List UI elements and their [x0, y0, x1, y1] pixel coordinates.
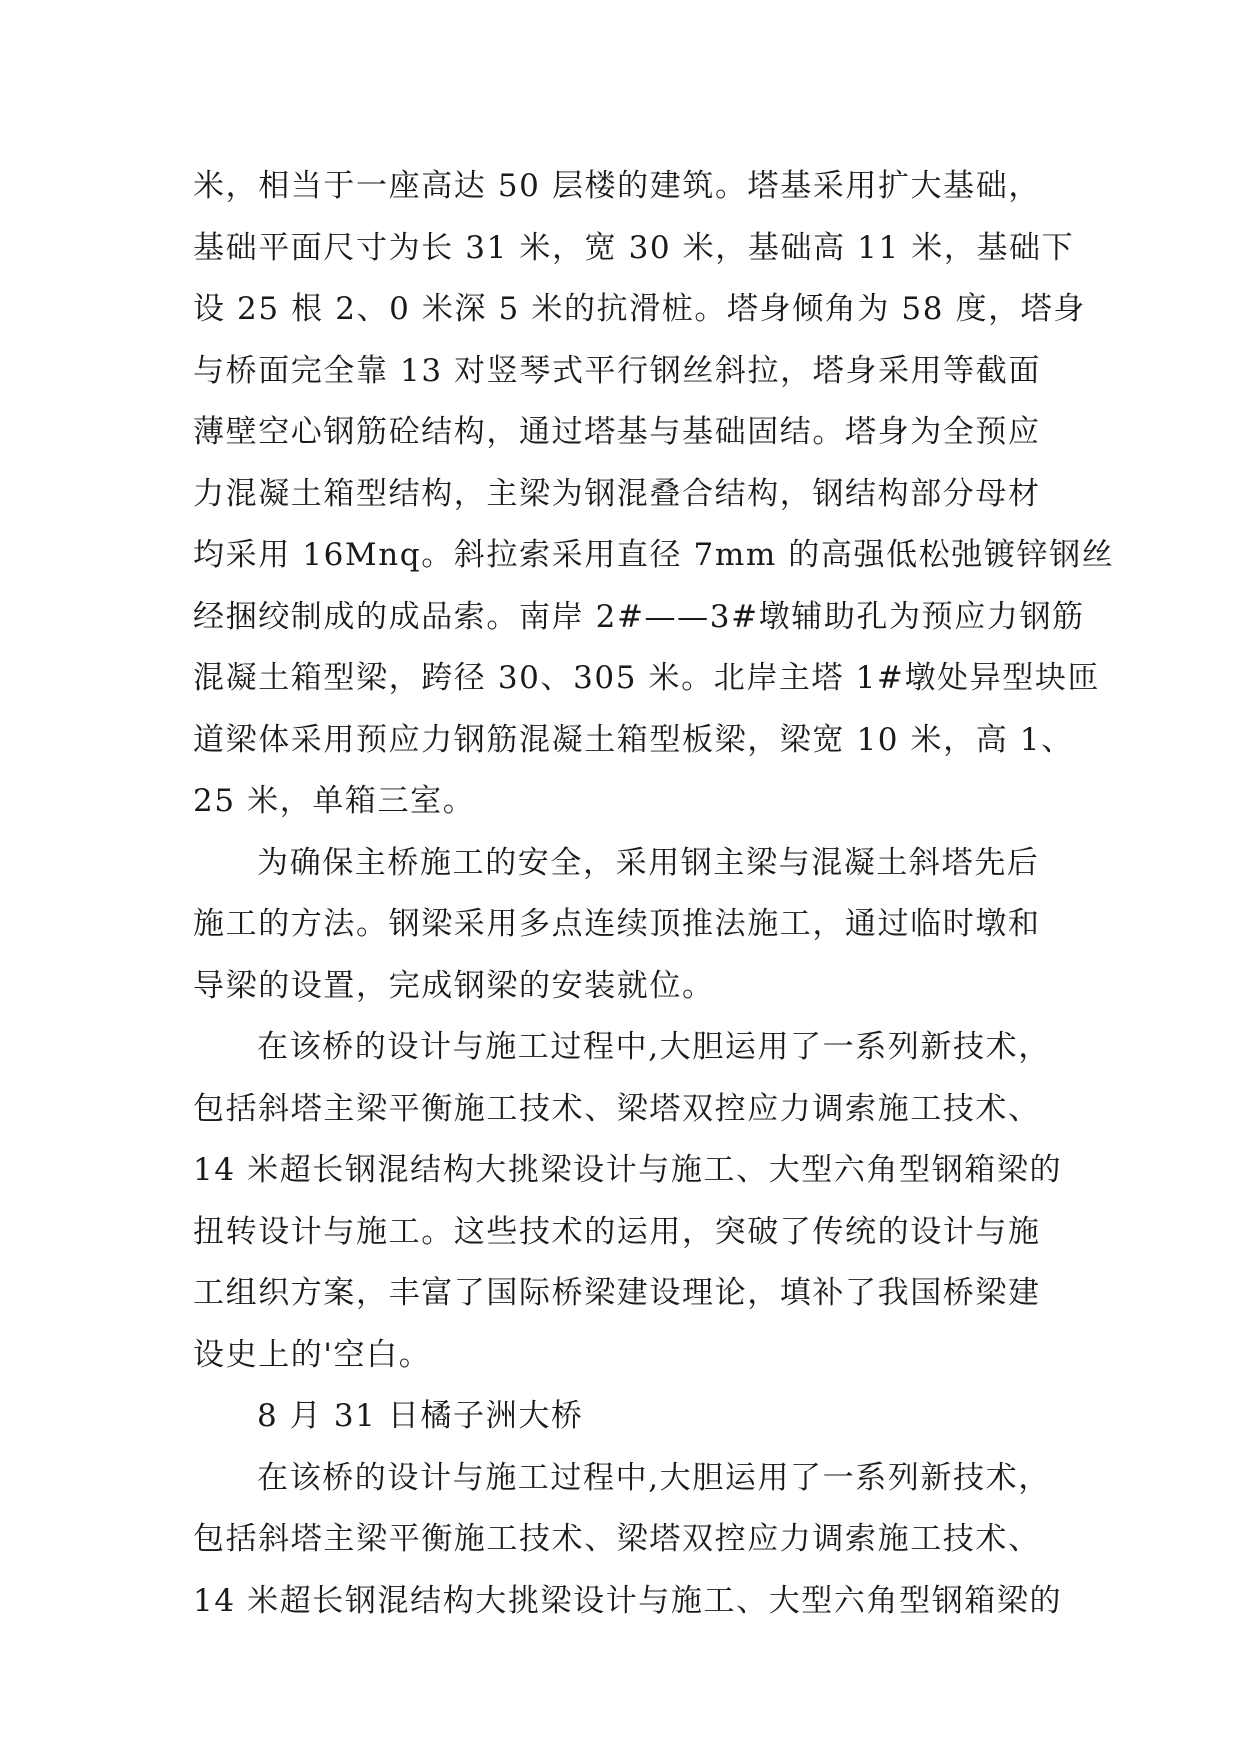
paragraph-1-line-7: 均采用 16Mnq。斜拉索采用直径 7mm 的高强低松弛镀锌钢丝: [193, 537, 1115, 573]
paragraph-1-line-5: 薄壁空心钢筋砼结构，通过塔基与基础固结。塔身为全预应: [193, 414, 1041, 450]
paragraph-5-line-1: 在该桥的设计与施工过程中,大胆运用了一系列新技术，: [257, 1459, 1051, 1496]
paragraph-2-line-1: 为确保主桥施工的安全，采用钢主梁与混凝土斜塔先后: [257, 844, 1040, 881]
paragraph-1-line-6: 力混凝土箱型结构，主梁为钢混叠合结构，钢结构部分母材: [193, 475, 1041, 512]
paragraph-1-line-1: 米，相当于一座高达 50 层楼的建筑。塔基采用扩大基础，: [193, 168, 1041, 204]
paragraph-3-line-2: 包括斜塔主梁平衡施工技术、梁塔双控应力调索施工技术、: [193, 1090, 1041, 1127]
paragraph-1-line-9: 混凝土箱型梁，跨径 30、305 米。北岸主塔 1#墩处异型块匝: [193, 660, 1101, 696]
paragraph-1-line-11: 25 米，单箱三室。: [193, 783, 476, 819]
paragraph-5-line-2: 包括斜塔主梁平衡施工技术、梁塔双控应力调索施工技术、: [193, 1521, 1041, 1557]
paragraph-1-line-8: 经捆绞制成的成品索。南岸 2#——3#墩辅助孔为预应力钢筋: [193, 598, 1085, 635]
paragraph-5-line-3: 14 米超长钢混结构大挑梁设计与施工、大型六角型钢箱梁的: [193, 1582, 1063, 1619]
paragraph-2-line-3: 导梁的设置，完成钢梁的安装就位。: [193, 967, 715, 1004]
paragraph-3-line-4: 扭转设计与施工。这些技术的运用，突破了传统的设计与施: [193, 1213, 1041, 1250]
paragraph-1-line-2: 基础平面尺寸为长 31 米，宽 30 米，基础高 11 米，基础下: [193, 229, 1075, 266]
paragraph-1-line-3: 设 25 根 2、0 米深 5 米的抗滑桩。塔身倾角为 58 度，塔身: [193, 291, 1086, 327]
paragraph-3-line-5: 工组织方案，丰富了国际桥梁建设理论，填补了我国桥梁建: [193, 1275, 1041, 1311]
paragraph-3-line-1: 在该桥的设计与施工过程中,大胆运用了一系列新技术，: [257, 1029, 1051, 1065]
paragraph-1-line-4: 与桥面完全靠 13 对竖琴式平行钢丝斜拉，塔身采用等截面: [193, 352, 1041, 389]
paragraph-3-line-3: 14 米超长钢混结构大挑梁设计与施工、大型六角型钢箱梁的: [193, 1152, 1063, 1188]
paragraph-3-line-6: 设史上的'空白。: [193, 1336, 432, 1373]
document-body: [193, 156, 1115, 1632]
paragraph-2-line-2: 施工的方法。钢梁采用多点连续顶推法施工，通过临时墩和: [193, 906, 1041, 942]
section-heading-date: 8 月 31 日橘子洲大桥: [257, 1398, 584, 1434]
paragraph-1-line-10: 道梁体采用预应力钢筋混凝土箱型板梁，梁宽 10 米，高 1、: [193, 721, 1074, 758]
